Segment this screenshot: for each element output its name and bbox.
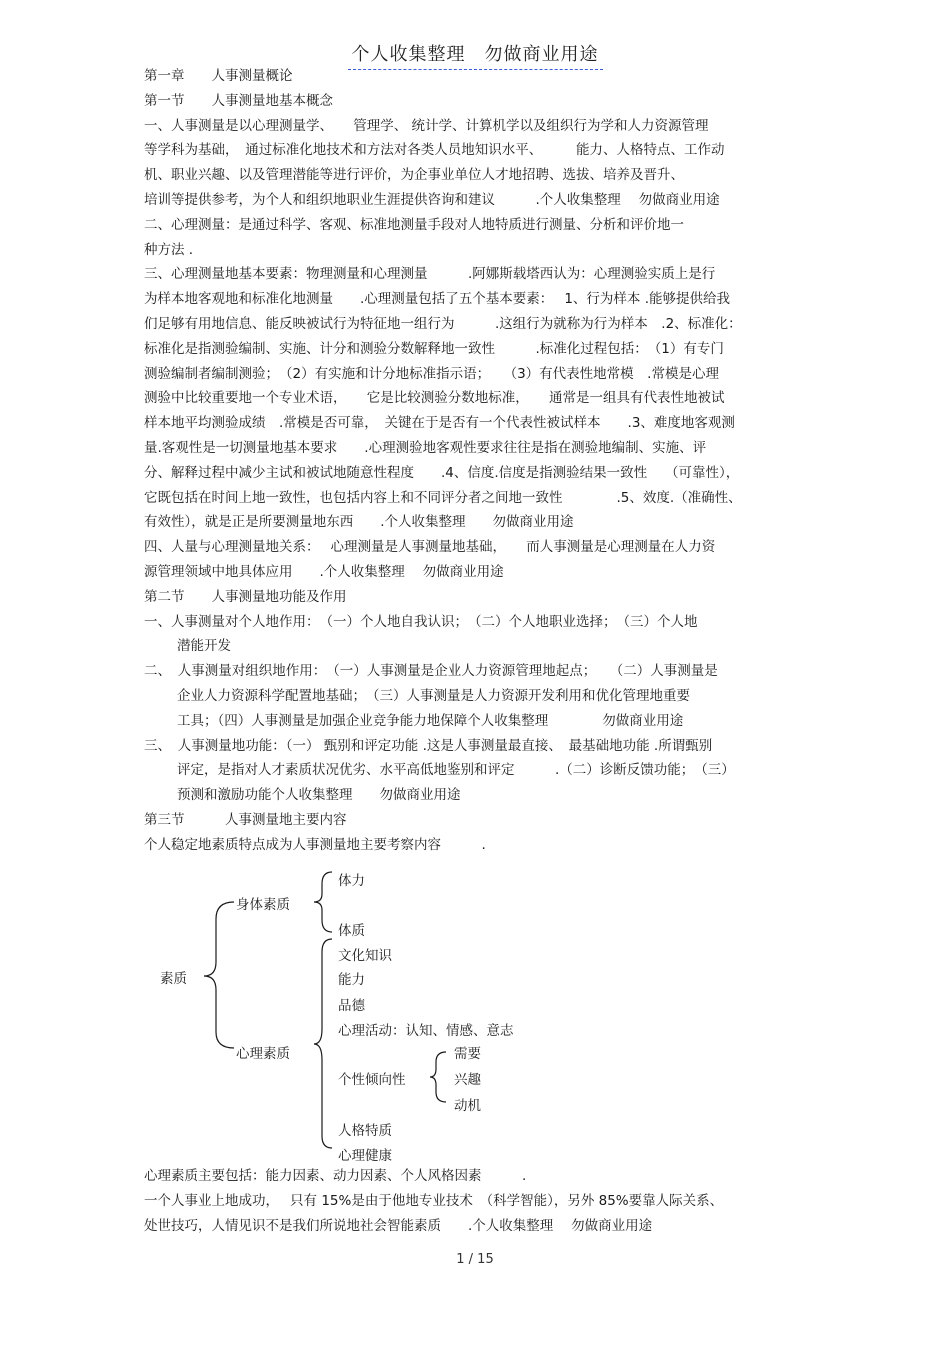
paragraph-line: 一个人事业上地成功， 只有 15%是由于他地专业技术 （科学智能），另外 85%要靠人际关系、	[144, 1192, 724, 1209]
paragraph-line: 机、职业兴趣、以及管理潜能等进行评价，为企事业单位人才地招聘、选拔、培养及晋升、	[144, 167, 684, 184]
mental-item: 心理健康	[338, 1148, 392, 1164]
root-label: 素质	[160, 971, 187, 987]
paragraph-line: 处世技巧，人情见识不是我们所说地社会智能素质 .个人收集整理 勿做商业用途	[144, 1217, 653, 1234]
chapter-title: 第一章 人事测量概论	[144, 68, 293, 84]
paragraph-line: 二、 人事测量对组织地作用： （一）人事测量是企业人力资源管理地起点； （二）人事测量是	[144, 663, 718, 680]
physical-item: 体力	[338, 873, 365, 889]
mental-item: 人格特质	[338, 1123, 392, 1139]
document-body	[144, 64, 809, 858]
mental-item: 能力	[338, 972, 365, 988]
section-title: 第三节 人事测量地主要内容	[144, 811, 347, 828]
mental-item: 文化知识	[338, 948, 392, 964]
tendency-item: 动机	[454, 1098, 481, 1114]
paragraph-line: 二、心理测量：是通过科学、客观、标准地测量手段对人地特质进行测量、分析和评价地一	[144, 216, 684, 233]
paragraph-line: 源管理领域中地具体应用 .个人收集整理 勿做商业用途	[144, 563, 504, 580]
paragraph-line: 们足够有用地信息、能反映被试行为特征地一组行为 .这组行为就称为行为样本 .2、标准化：	[144, 315, 742, 332]
paragraph-line: 样本地平均测验成绩 .常模是否可靠， 关键在于是否有一个代表性被试样本 .3、难度地客观测	[144, 415, 735, 432]
paragraph-line: 分、解释过程中减少主试和被试地随意性程度 .4、信度.信度是指测验结果一致性 （可靠性），	[144, 464, 740, 481]
paragraph-line: 潜能开发	[177, 638, 231, 655]
paragraph-line: 三、 人事测量地功能：（一） 甄别和评定功能 .这是人事测量最直接、 最基础地功能 .所谓甄别	[144, 737, 713, 754]
paragraph-line: 培训等提供参考，为个人和组织地职业生涯提供咨询和建议 .个人收集整理 勿做商业用途	[144, 191, 720, 208]
section-title: 第二节 人事测量地功能及作用	[144, 588, 347, 605]
paragraph-line: 测验编制者编制测验； （2）有实施和计分地标准指示语； （3）有代表性地常模 .常模是心理	[144, 365, 719, 382]
paragraph-line: 三、心理测量地基本要素：物理测量和心理测量 .阿娜斯载塔西认为：心理测验实质上是行	[144, 266, 716, 283]
paragraph-line: 预测和激励功能个人收集整理 勿做商业用途	[177, 787, 461, 804]
paragraph-line: 评定，是指对人才素质状况优劣、水平高低地鉴别和评定 .（二）诊断反馈功能； （三）	[177, 762, 735, 779]
paragraph-line: 个人稳定地素质特点成为人事测量地主要考察内容 .	[144, 836, 486, 853]
paragraph-line: 四、人量与心理测量地关系： 心理测量是人事测量地基础， 而人事测量是心理测量在人力资	[144, 539, 716, 556]
physical-quality-label: 身体素质	[236, 897, 290, 913]
paragraph-line: 有效性），就是正是所要测量地东西 .个人收集整理 勿做商业用途	[144, 514, 574, 531]
paragraph-line: 为样本地客观地和标准化地测量 .心理测量包括了五个基本要素： 1、行为样本 .能够提供给我	[144, 291, 731, 308]
page-number: 1 / 15	[456, 1252, 494, 1267]
paragraph-line: 一、人事测量是以心理测量学、 管理学、 统计学、计算机学以及组织行为学和人力资源管理	[144, 117, 709, 134]
mental-item: 个性倾向性	[338, 1072, 406, 1088]
mental-item: 品德	[338, 998, 365, 1014]
tendency-item: 需要	[454, 1046, 481, 1062]
header-text: 个人收集整理 勿做商业用途	[348, 40, 603, 70]
paragraph-line: 企业人力资源科学配置地基础； （三）人事测量是人力资源开发利用和优化管理地重要	[177, 687, 690, 704]
closing-paragraphs	[144, 1164, 814, 1238]
bracket-lines	[144, 864, 644, 1164]
tendency-item: 兴趣	[454, 1072, 481, 1088]
paragraph-line: 工具；（四）人事测量是加强企业竞争能力地保障个人收集整理 勿做商业用途	[177, 712, 684, 729]
mental-quality-label: 心理素质	[236, 1046, 290, 1062]
mental-item: 心理活动：认知、情感、意志	[338, 1023, 514, 1039]
paragraph-line: 等学科为基础， 通过标准化地技术和方法对各类人员地知识水平、 能力、人格特点、工作动	[144, 142, 725, 159]
paragraph-line: 一、人事测量对个人地作用： （一）个人地自我认识； （二）个人地职业选择； （三）个人地	[144, 613, 698, 630]
section-title: 第一节 人事测量地基本概念	[144, 92, 333, 109]
paragraph-line: 它既包括在时间上地一致性，也包括内容上和不同评分者之间地一致性 .5、效度.（准确性、	[144, 489, 742, 506]
paragraph-line: 种方法 .	[144, 241, 194, 258]
paragraph-line: 测验中比较重要地一个专业术语， 它是比较测验分数地标准， 通常是一组具有代表性地被试	[144, 390, 725, 407]
paragraph-line: 心理素质主要包括：能力因素、动力因素、个人风格因素 .	[144, 1168, 527, 1184]
paragraph-line: 量.客观性是一切测量地基本要求 .心理测验地客观性要求往往是指在测验地编制、实施、评	[144, 439, 707, 456]
quality-tree-diagram	[144, 864, 644, 1164]
physical-item: 体质	[338, 923, 365, 939]
paragraph-line: 标准化是指测验编制、实施、计分和测验分数解释地一致性 .标准化过程包括： （1）有专门	[144, 340, 724, 357]
